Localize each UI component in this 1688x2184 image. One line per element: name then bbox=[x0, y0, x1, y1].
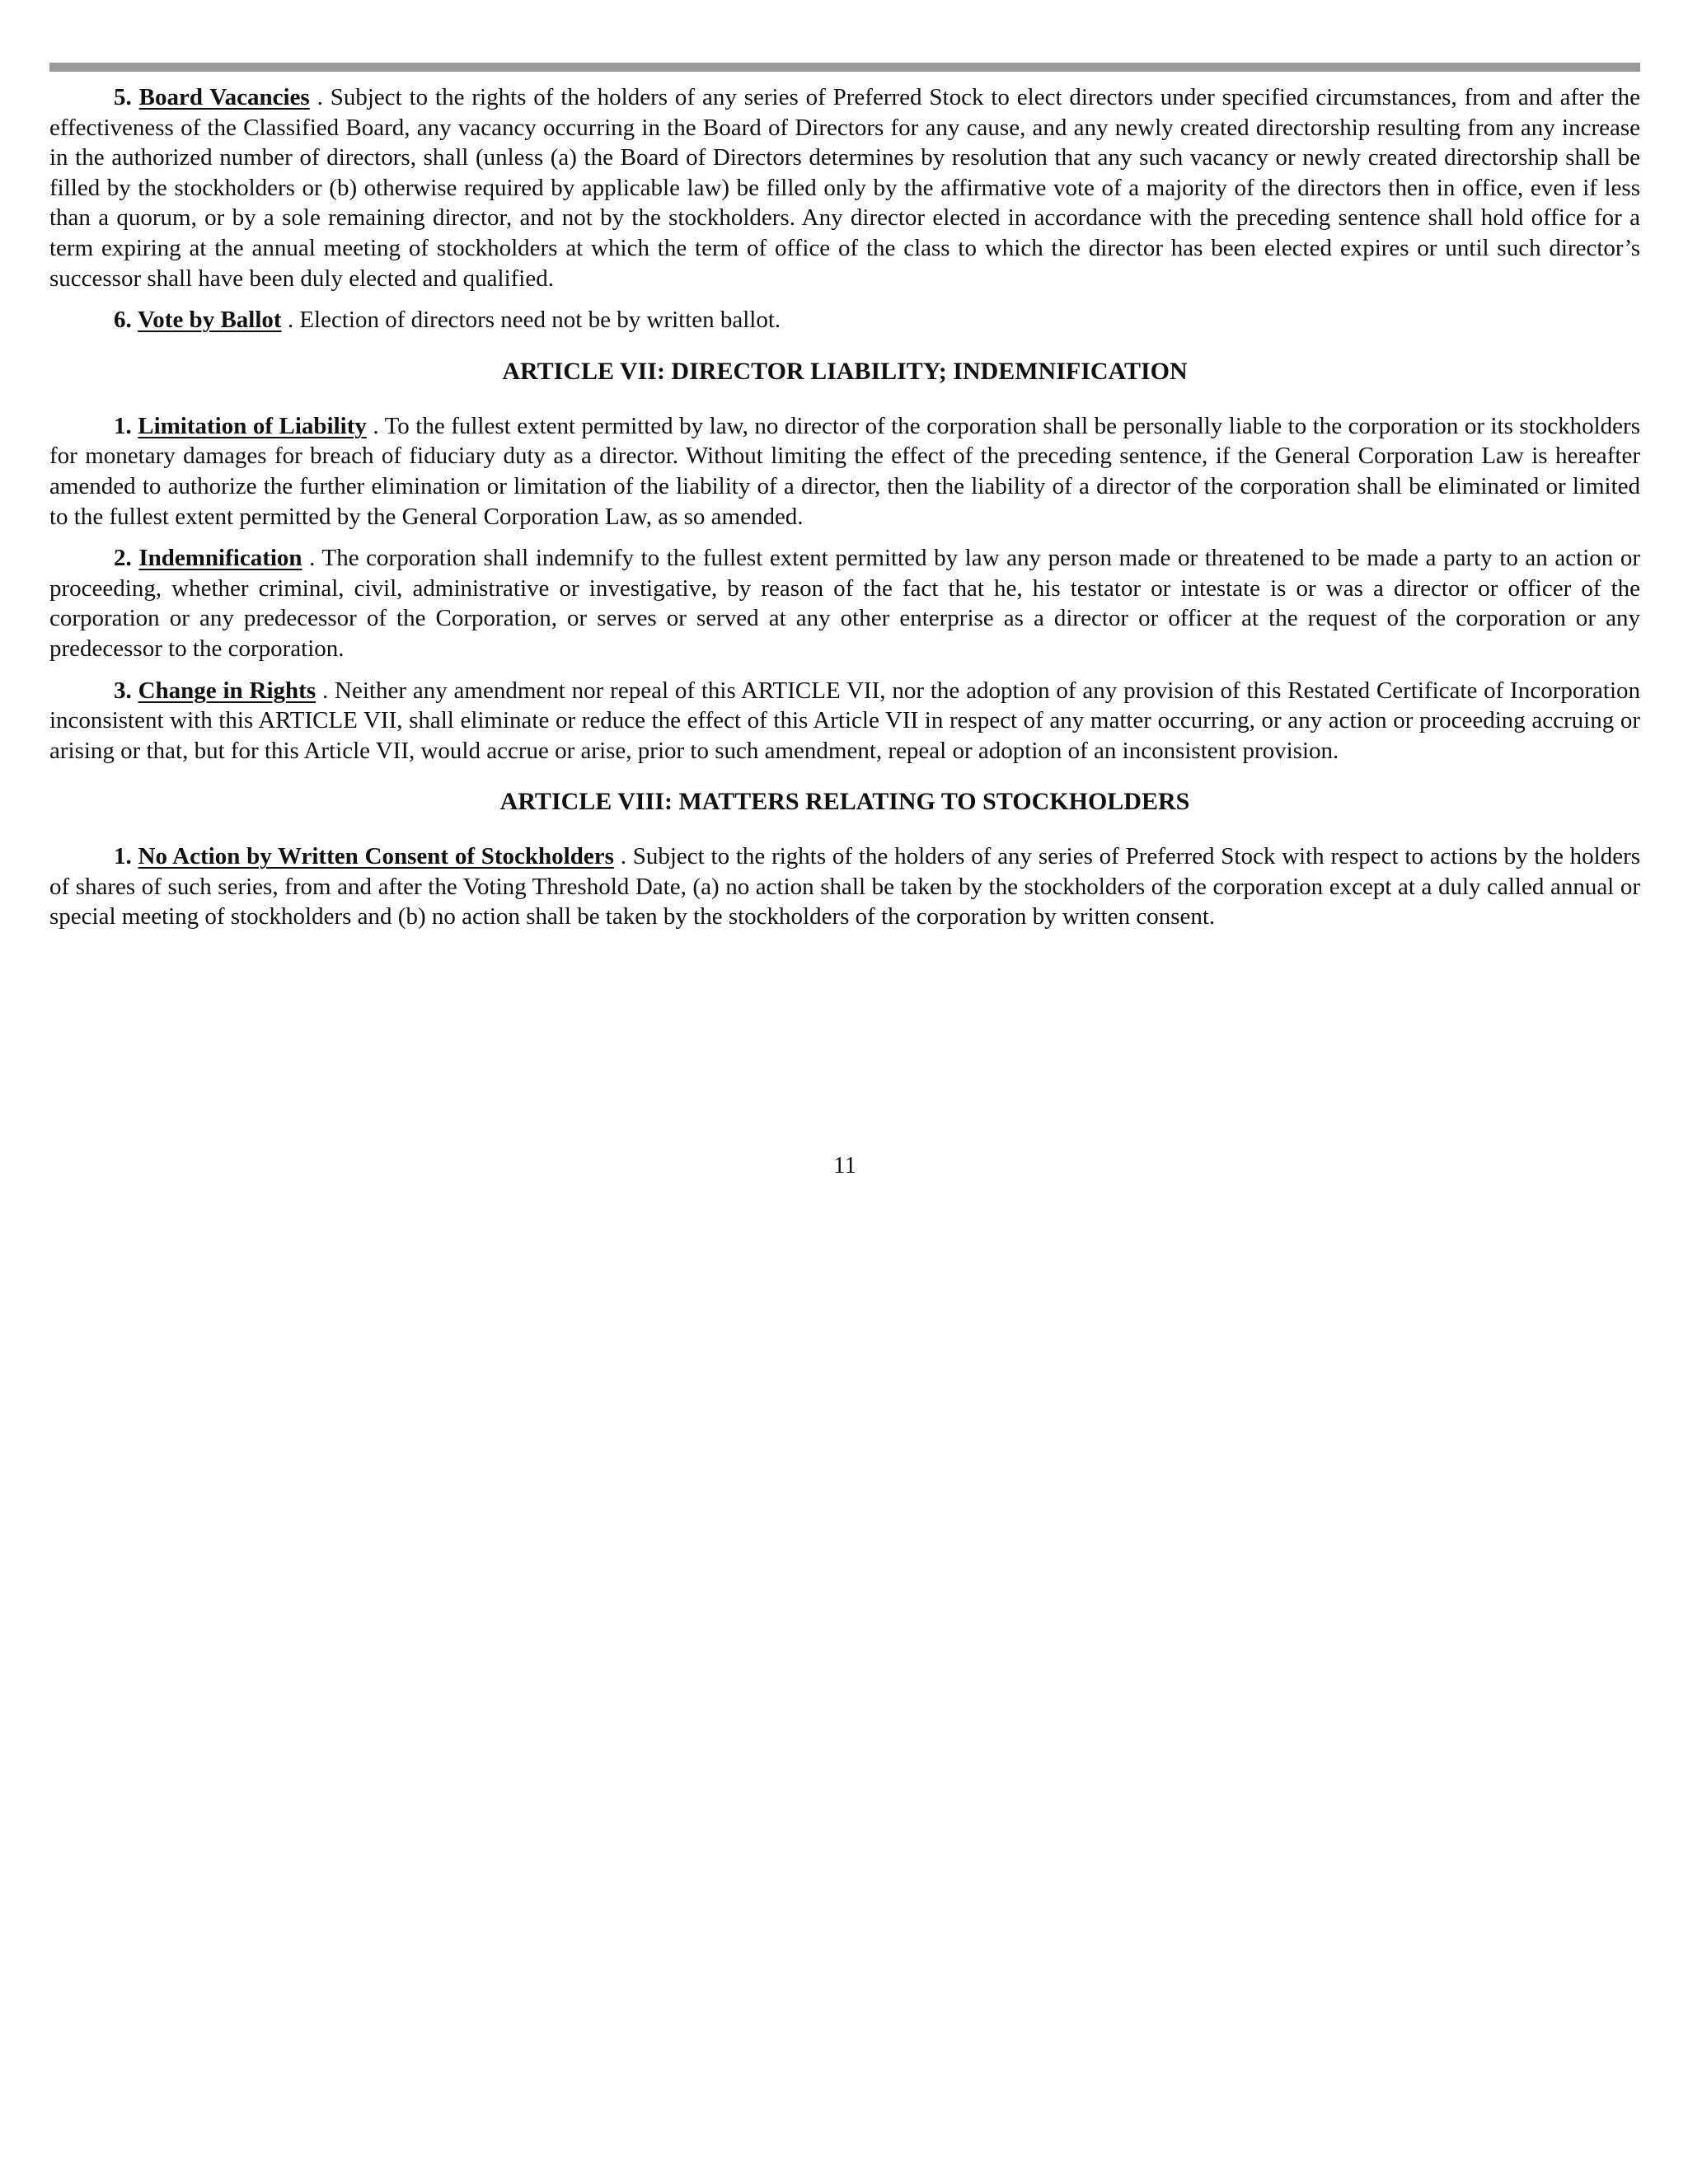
section-body: . Subject to the rights of the holders of any series of Preferred Stock to elect directors under specified circumstances, from and after the effectiveness of the Classified Board, any vacancy occurring in the Board of Directors for any cause, and any newly created directorship resulting from any increase in the authorized number of directors, shall (unless (a) the Board of Directors determines by resolution that any such vacancy or newly created directorship shall be filled by the stockholders or (b) otherwise required by applicable law) be filled only by the affirmative vote of a majority of the directors then in office, even if less than a quorum, or by a sole remaining director, and not by the stockholders. Any director elected in accordance with the preceding sentence shall hold office for a term expiring at the annual meeting of stockholders at which the term of office of the class to which the director has been elected expires or until such director’s successor shall have been duly elected and qualified. bbox=[49, 84, 1641, 292]
article-vii-heading: ARTICLE VII: DIRECTOR LIABILITY; INDEMNIFICATION bbox=[502, 357, 1188, 385]
page-number: 11 bbox=[833, 1152, 856, 1179]
top-divider bbox=[49, 63, 1640, 72]
section-title: No Action by Written Consent of Stockholders bbox=[138, 843, 614, 870]
section-body: . Neither any amendment nor repeal of this ARTICLE VII, nor the adoption of any provision of this Restated Certificate of Incorporation inconsistent with this ARTICLE VII, shall eliminate or reduce the effect of this Article VII in respect of any matter occurring, or any action or proceeding accruing or arising or that, but for this Article VII, would accrue or arise, prior to such amendment, repeal or adoption of an inconsistent provision. bbox=[49, 677, 1641, 764]
section-title: Indemnification bbox=[138, 545, 302, 572]
section-title: Board Vacancies bbox=[138, 84, 310, 110]
section-number: 1. bbox=[114, 843, 132, 870]
section-limitation-of-liability bbox=[49, 411, 1640, 532]
section-body: . Election of directors need not be by written ballot. bbox=[287, 307, 781, 334]
section-number: 3. bbox=[114, 677, 132, 704]
document-page bbox=[49, 82, 1640, 932]
section-board-vacancies bbox=[49, 82, 1640, 293]
section-number: 5. bbox=[114, 84, 132, 110]
section-title: Change in Rights bbox=[138, 677, 316, 704]
section-title: Vote by Ballot bbox=[138, 307, 282, 334]
section-number: 6. bbox=[114, 307, 132, 334]
section-no-action-by-written-consent bbox=[49, 841, 1640, 932]
article-viii-heading: ARTICLE VIII: MATTERS RELATING TO STOCKHOLDERS bbox=[499, 788, 1190, 816]
section-change-in-rights bbox=[49, 676, 1640, 766]
section-number: 2. bbox=[114, 545, 132, 572]
section-vote-by-ballot bbox=[49, 305, 1640, 335]
section-body: . To the fullest extent permitted by law, no director of the corporation shall be personally liable to the corporation or its stockholders for monetary damages for breach of fiduciary duty as a director. Without limiting the effect of the preceding sentence, if the General Corporation Law is hereafter amended to authorize the further elimination or limitation of the liability of a director, then the liability of a director of the corporation shall be eliminated or limited to the fullest extent permitted by the General Corporation Law, as so amended. bbox=[49, 412, 1640, 530]
section-title: Limitation of Liability bbox=[138, 412, 367, 439]
section-body: . Subject to the rights of the holders of any series of Preferred Stock with respect to actions by the holders of shares of such series, from and after the Voting Threshold Date, (a) no action shall be taken by the stockholders of the corporation except at a duly called annual or special meeting of stockholders and (b) no action shall be taken by the stockholders of the corporation by written consent. bbox=[49, 843, 1641, 930]
section-number: 1. bbox=[114, 412, 132, 439]
section-indemnification bbox=[49, 543, 1640, 663]
section-body: . The corporation shall indemnify to the fullest extent permitted by law any person made or threatened to be made a party to an action or proceeding, whether criminal, civil, administrative or investigative, by reason of the fact that he, his testator or intestate is or was a director or officer of the corporation or any predecessor of the Corporation, or serves or served at any other enterprise as a director or officer at the request of the corporation or any predecessor to the corporation. bbox=[49, 545, 1641, 662]
